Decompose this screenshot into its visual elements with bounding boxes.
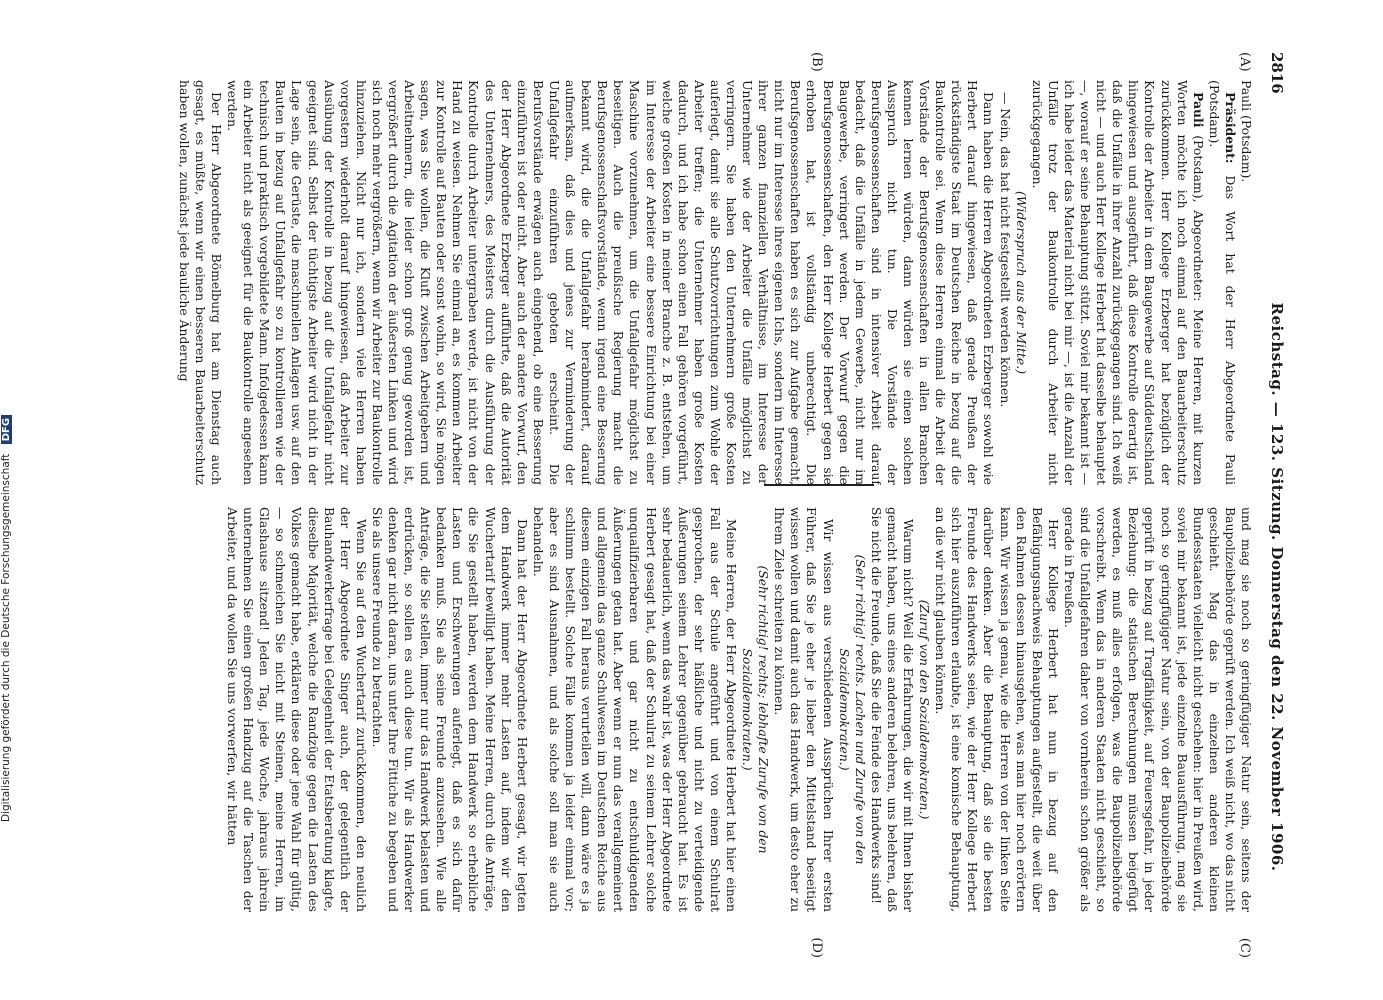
margin-mark-a: (A) xyxy=(1237,52,1252,72)
interjection: (Sehr richtig! rechts; lebhafte Zurufe von den Sozialdemokraten.) xyxy=(740,565,772,854)
margin-mark-d: (D) xyxy=(809,937,824,958)
paragraph: — Nein, das hat nicht festgestellt werden können. xyxy=(997,92,1013,408)
interjection: (Widerspruch aus der Mitte.) xyxy=(1013,190,1029,375)
paragraph: Herr Kollege Herbert hat nun in bezug auf den Befähigungsnachweis Behauptungen aufgestellt, die weit über den Rahmen dessen hinausgehen, was man hier noch erörtern kann. Wir wissen ja genau, wie die Herren von der linken Seite darüber denken. Aber die Behauptung, daß sie die besten Freunde des Handwerks seien, wie der Herr Kollege Herbert sich hier auszuführen erlaubte, ist eine komische Behauptung, an die wir nicht glauben können. xyxy=(933,507,1061,912)
paragraph: Der Herr Abgeordnete Bömelburg hat am Dienstag auch gesagt, es müßte, wenn wir einen besseren Bauarbeiterschutz haben wollen, zunächst jede bauliche Änderung xyxy=(176,80,224,485)
paragraph: Warum nicht? Weil die Erfahrungen, die wir mit Ihnen bisher gemacht haben, uns eines anderen belehren, uns belehren, daß Sie nicht die Freunde, daß Sie die Feinde des Handwerks sind! xyxy=(868,507,917,912)
column-divider xyxy=(764,484,874,486)
text-columns xyxy=(85,52,1254,958)
right-column xyxy=(85,507,1254,912)
paragraph: Pauli (Potsdam). xyxy=(1239,80,1254,183)
margin-mark-c: (C) xyxy=(1237,937,1252,958)
paragraph xyxy=(1029,80,1206,485)
interjection: (Zuruf von den Sozialdemokraten.) xyxy=(917,599,933,820)
page-number: 2816 xyxy=(1268,52,1286,94)
paragraph xyxy=(1206,80,1238,485)
digitization-credit xyxy=(0,162,16,822)
dfg-logo: DFG xyxy=(1,415,12,444)
interjection: (Sehr richtig! rechts. Lachen und Zurufe von den Sozialdemokraten.) xyxy=(836,554,868,865)
left-column xyxy=(85,80,1254,485)
paragraph: Meine Herren, der Herr Abgeordnete Herbert hat hier einen Fall aus der Schule angeführt und von einem Schulrat gesprochen, der sehr häßliche und nicht zu verteidigende Äußerungen seinem Lehrer gegenüber gebraucht hat. Es ist sehr bedauerlich, wenn das wahr ist, was der Herr Abgeordnete Herbert gesagt hat, daß der Schulrat zu seinem Lehrer solche unqualifizierbaren und gar nicht zu entschuldigenden Äußerungen getan hat. Aber wenn er nun das verallgemeinert und allgemein das ganze Schulwesen im Deutschen Reiche aus diesem einzigen Fall heraus verurteilen will, dann wäre es ja schlimm bestellt. Solche Fälle kommen ja leider einmal vor; aber es sind Ausnahmen, und als solche soll man sie auch behandeln. xyxy=(530,507,739,912)
page-header xyxy=(1258,52,1292,952)
speech-text: (Potsdam), Abgeordneter: Meine Herren, mit kurzen Worten möchte ich noch einmal auf den Bauarbeiterschutz zurückkommen. Herr Kollege Erzberger hat bezüglich der Kontrolle der Arbeiter in dem Baugewerbe auf Süddeutschland hingewiesen und ausgeführt, daß diese Kontrolle derartig ist, daß die Unfälle in ihrer Anzahl zurückgegangen sind. Ich weiß nicht — und auch Herr Kollege Herbert hat dasselbe behauptet —, worauf er seine Behauptung stützt. Soviel mir bekannt ist — ich habe leider das Material nicht bei mir —, ist die Anzahl der Unfälle trotz der Baukontrolle durch Arbeiter nicht zurückgegangen. xyxy=(1029,80,1206,485)
speaker-label: Präsident: xyxy=(1222,92,1238,164)
running-title: Reichstag. — 123. Sitzung. Donnerstag den 22. November 1906. xyxy=(1268,302,1286,872)
paragraph: Dann haben die Herren Abgeordneten Erzberger sowohl wie Herbert darauf hingewiesen, daß gerade Preußen der rückständigste Staat im Deutschen Reiche in bezug auf die Baukontrolle sei. Wenn diese Herren einmal die Arbeit der Vorstände der Berufsgenossenschaften in allen Branchen kennen lernen würden, dann würden sie einen solchen Ausspruch nicht tun. Die Vorstände der Berufsgenossenschaften sind in intensiver Arbeit darauf bedacht, daß die Unfälle in jedem Gewerbe, nicht nur im Baugewerbe, verringert werden. Der Vorwurf gegen die Berufsgenossenschaften, den Herr Kollege Herbert gegen sie erhoben hat, ist vollständig unberechtigt. Die Berufsgenossenschaften haben es sich zur Aufgabe gemacht, nicht nur im Interesse ihres eigenen Ichs, sondern im Interesse ihrer ganzen finanziellen Verhältnisse, im Interesse der Unternehmer wie der Arbeiter die Unfälle möglichst zu verringern. Sie haben den Unternehmern große Kosten auferlegt, damit sie alle Schutzvorrichtungen zum Wohle der Arbeiter treffen; die Unternehmer haben große Kosten dadurch, und ich habe schon einen Fall gehören vorgeführt, welche großen Kosten in meiner Branche z. B. entstehen, um im Interesse der Arbeiter eine bessere Einrichtung bei einer Maschine vorzunehmen, um die Unfallgefahr möglichst zu beseitigen. Auch die preußische Regierung macht die Berufsgenossenschaftsvorstände, wenn irgend eine Besserung bekannt wird, die die Unfallgefahr herabmindert, darauf aufmerksam, daß dies und jenes zur Verminderung der Unfallgefahr einzuführen geboten erscheint. Die Berufsvorstände erwägen auch eingehend, ob eine Besserung einzuführen ist oder nicht. Aber auch der andere Vorwurf, den der Herr Abgeordnete Erzberger aufführte, daß die Autorität des Unternehmers, des Meisters durch die Ausführung der Kontrolle durch Arbeiter untergraben werde, ist nicht von der Hand zu weisen. Nehmen Sie einmal an, es kommen Arbeiter zur Kontrolle auf Bauten oder sonst wohin, so wird, Sie mögen sagen, was Sie wollen, die Kluft zwischen Arbeitgebern und Arbeitnehmern, die leider schon groß genug geworden ist, vergrößert durch die Agitation der äußersten Linken und wird sich noch mehr vergrößern, wenn wir Arbeiter zur Baukontrolle hinzuziehen. Nicht nur ich, sondern viele Herren haben vorgestern wiederholt darauf hingewiesen, daß Arbeiter zur Ausübung der Kontrolle in bezug auf die Unfallgefahr nicht geeignet sind. Selbst der tüchtigste Arbeiter wird nicht in der Lage sein, die Gerüste, die maschinellen Anlagen usw. auf den Bauten in bezug auf Unfallgefahr so zu kontrollieren wie der technisch und praktisch vorgebildete Mann. Infolgedessen kann ein Arbeiter nicht als geeignet für die Baukontrolle angesehen werden. xyxy=(225,80,997,485)
paragraph: Wir wissen aus verschiedenen Aussprüchen Ihrer ersten Führer, daß Sie je eher je lieber den Mittelstand beseitigt wissen wollen und damit auch das Handwerk, um desto eher zu Ihrem Ziele schreiten zu können. xyxy=(772,507,836,912)
credit-text: Digitalisierung gefördert durch die Deutsche Forschungsgemeinschaft xyxy=(0,453,12,822)
rotated-document-page xyxy=(77,42,1292,962)
speech-text: Das Wort hat der Herr Abgeordnete Pauli (Potsdam). xyxy=(1206,80,1238,485)
paragraph: und mag sie noch so geringfügiger Natur sein, seitens der Baupolizeibehörde geprüft werden. Ich weiß nicht, wo das nicht geschieht. Mag das in einzelnen anderen kleinen Bundesstaaten vielleicht nicht geschehen: hier in Preußen wird, soviel mir bekannt ist, jede einzelne Bauausführung, mag sie noch so geringfügiger Natur sein, von der Baupolizeibehörde geprüft in bezug auf Tragfähigkeit, auf Feuersgefahr, in jeder Beziehung: die statischen Berechnungen müssen beigefügt werden, es muß alles erfolgen, was die Baupolizeibehörde vorschreibt. Wenn das in anderen Staaten nicht geschieht, so sind die Unfallgefahren daher von vornherein schon größer als gerade in Preußen. xyxy=(1061,507,1254,912)
margin-mark-b: (B) xyxy=(809,52,824,72)
speaker-label: Pauli xyxy=(1190,92,1206,128)
paragraph: Wenn Sie auf den Wuchertarif zurückkommen, den neulich der Herr Abgeordnete Singer auch, der gelegentlich der Bauhandwerkerfrage bei Gelegenheit der Etatsberatung klagte, dieselbe Majorität, welche die Randzüge gegen die Lasten des Volkes gemacht habe, erklären diese oder jene Wahl für gültig, — so schmeichen Sie nicht mit Steinen, meine Herren, im Glashause sitzend! Jeden Tag, jede Woche, jahraus jahrein unternehmen Sie einen großen Handzug auf die Taschen der Arbeiter, und da wollen Sie uns vorwerfen, wir hätten xyxy=(225,507,369,912)
paragraph: Dann hat der Herr Abgeordnete Herbert gesagt, wir legten dem Handwerk immer mehr Lasten auf, indem wir den Wuchertarif bewilligt haben. Meine Herren, durch die Anträge, die Sie gestellt haben, werden dem Handwerk so erhebliche Lasten und Erschwerungen auferlegt, daß es sich dafür bedanken muß. Sie als seine Freunde anzusehen. Wie alle Anträge, die Sie stellen, immer nur das Handwerk belasten und erdrücken, so sollen es auch diese tun. Wir als Handwerker denken gar nicht daran, uns unter Ihre Fittiche zu begeben und Sie als unsere Freunde zu betrachten. xyxy=(369,507,530,912)
